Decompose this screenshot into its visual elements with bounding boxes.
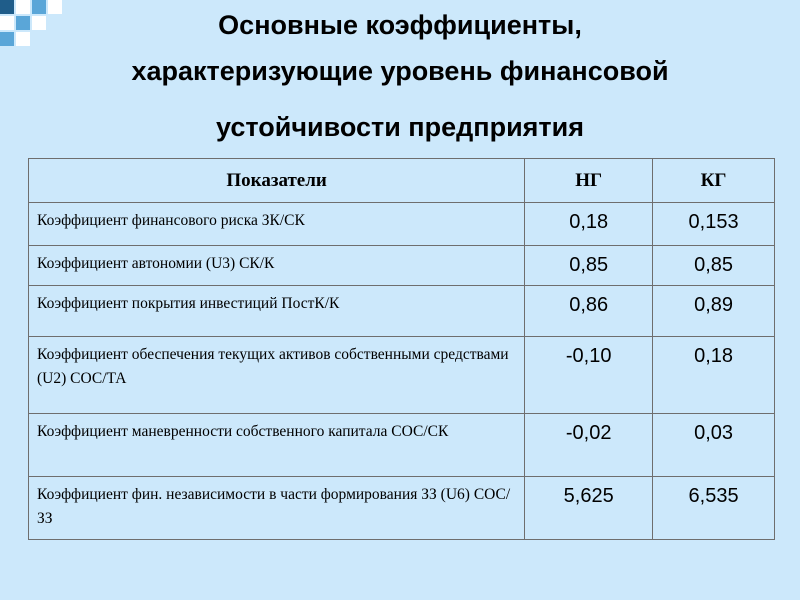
title-line-2: характеризующие уровень финансовой [131,56,669,86]
row-kg-value: 0,03 [653,414,775,477]
row-indicator-name: Коэффициент маневренности собственного капитала СОС/СК [29,414,525,477]
row-kg-value: 6,535 [653,477,775,540]
row-ng-value: 0,18 [525,203,653,246]
row-kg-value: 0,89 [653,286,775,337]
table-row [29,477,775,540]
header-indicators: Показатели [29,159,525,203]
header-kg: КГ [653,159,775,203]
header-ng: НГ [525,159,653,203]
title-line-1: Основные коэффициенты, [218,10,582,40]
coefficients-table [28,158,775,540]
row-indicator-name: Коэффициент автономии (U3) СК/К [29,246,525,286]
table-row [29,337,775,414]
row-ng-value: -0,10 [525,337,653,414]
title-line-3: устойчивости предприятия [216,112,584,142]
row-indicator-name: Коэффициент финансового риска ЗК/СК [29,203,525,246]
table-header-row [29,159,775,203]
row-indicator-name: Коэффициент обеспечения текущих активов собственными средствами (U2) СОС/ТА [29,337,525,414]
row-kg-value: 0,153 [653,203,775,246]
table-row [29,246,775,286]
row-kg-value: 0,85 [653,246,775,286]
row-indicator-name: Коэффициент покрытия инвестиций ПостК/К [29,286,525,337]
row-indicator-name: Коэффициент фин. независимости в части формирования ЗЗ (U6) СОС/ЗЗ [29,477,525,540]
table-row [29,286,775,337]
row-ng-value: 0,86 [525,286,653,337]
row-ng-value: 5,625 [525,477,653,540]
row-ng-value: 0,85 [525,246,653,286]
row-ng-value: -0,02 [525,414,653,477]
row-kg-value: 0,18 [653,337,775,414]
table-row [29,203,775,246]
table-row [29,414,775,477]
